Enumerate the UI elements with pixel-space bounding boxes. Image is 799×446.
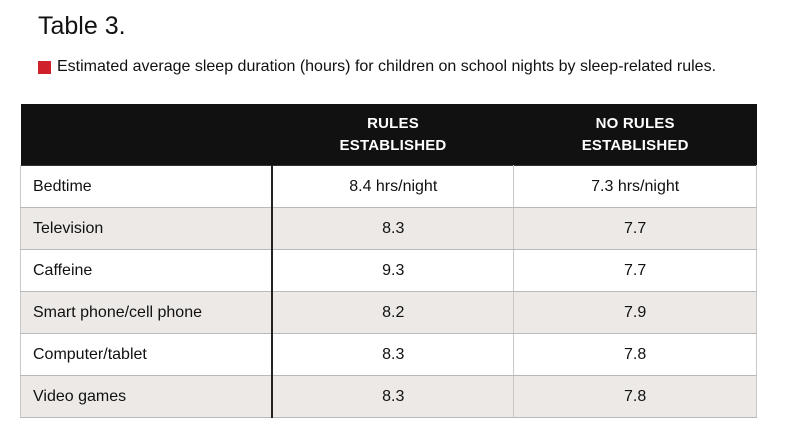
rules-value: 8.3 xyxy=(272,376,514,418)
table-row xyxy=(21,376,757,418)
row-label: Bedtime xyxy=(21,166,273,208)
row-label: Caffeine xyxy=(21,250,273,292)
no-rules-value: 7.8 xyxy=(514,376,757,418)
table-row xyxy=(21,250,757,292)
caption-text: Estimated average sleep duration (hours) for children on school nights by sleep-related rules. xyxy=(57,58,717,75)
row-label: Video games xyxy=(21,376,273,418)
no-rules-value: 7.3 hrs/night xyxy=(514,166,757,208)
rules-value: 8.2 xyxy=(272,292,514,334)
rules-value: 8.3 xyxy=(272,334,514,376)
table-row xyxy=(21,208,757,250)
rules-value: 8.4 hrs/night xyxy=(272,166,514,208)
no-rules-value: 7.9 xyxy=(514,292,757,334)
table-caption xyxy=(38,58,716,76)
header-no-rules-line1: NO RULES xyxy=(595,114,675,132)
row-label: Television xyxy=(21,208,273,250)
no-rules-value: 7.7 xyxy=(514,250,757,292)
sleep-duration-table xyxy=(20,104,757,418)
header-rules-line2: ESTABLISHED xyxy=(339,136,447,154)
red-square-icon xyxy=(38,61,51,74)
rules-value: 9.3 xyxy=(272,250,514,292)
table-header-row xyxy=(21,104,757,166)
row-label: Computer/tablet xyxy=(21,334,273,376)
row-label: Smart phone/cell phone xyxy=(21,292,273,334)
table-row xyxy=(21,166,757,208)
header-no-rules-line2: ESTABLISHED xyxy=(581,136,689,154)
header-rules-established xyxy=(272,104,514,166)
table-title: Table 3. xyxy=(38,12,126,40)
header-rules-line1: RULES xyxy=(367,114,419,132)
table-row xyxy=(21,334,757,376)
no-rules-value: 7.8 xyxy=(514,334,757,376)
header-no-rules-established xyxy=(514,104,757,166)
no-rules-value: 7.7 xyxy=(514,208,757,250)
header-category xyxy=(21,104,273,166)
rules-value: 8.3 xyxy=(272,208,514,250)
table-row xyxy=(21,292,757,334)
